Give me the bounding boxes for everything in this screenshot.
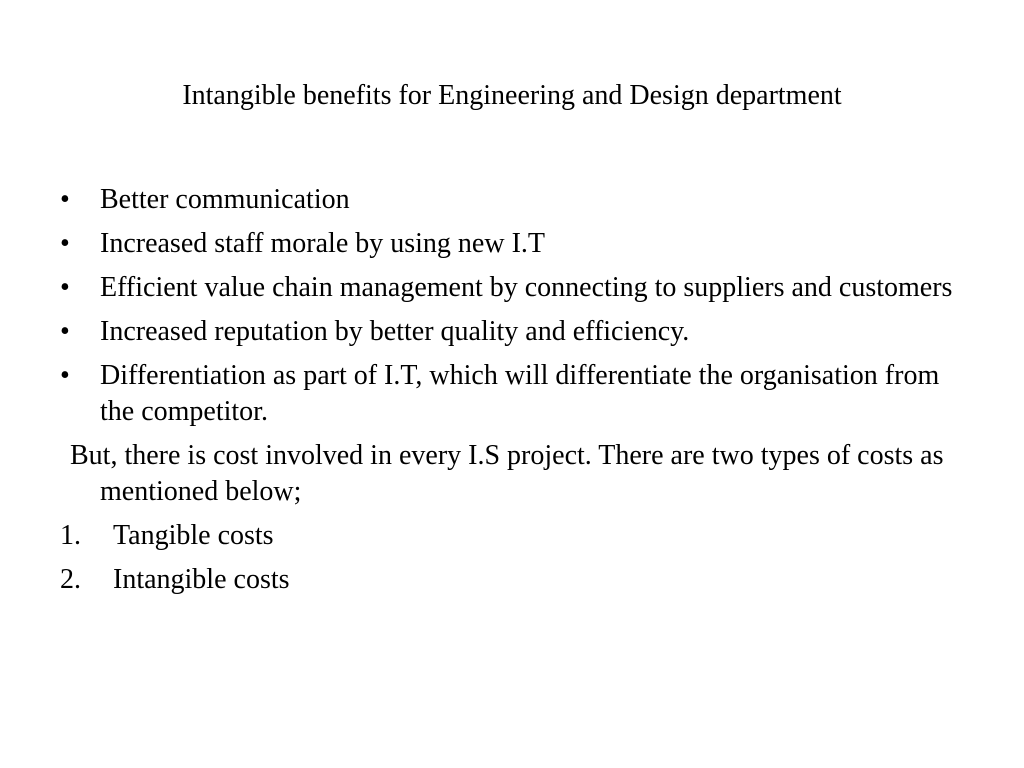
list-number: 1.	[60, 520, 81, 551]
slide-title: Intangible benefits for Engineering and Design department	[182, 80, 842, 111]
benefits-bullet-list	[60, 182, 960, 430]
cost-type-text: Tangible costs	[113, 520, 274, 551]
bullet-item	[60, 226, 960, 262]
bullet-item	[60, 270, 960, 306]
bullet-item	[60, 358, 960, 430]
cost-type-item	[60, 562, 960, 598]
bullet-text: Efficient value chain management by connecting to suppliers and customers	[100, 272, 953, 303]
bullet-icon: •	[60, 360, 70, 391]
cost-type-text: Intangible costs	[113, 564, 290, 595]
cost-types-list	[60, 518, 960, 598]
bullet-item	[60, 314, 960, 350]
bullet-icon: •	[60, 272, 70, 303]
bullet-text: Increased reputation by better quality and efficiency.	[100, 316, 690, 347]
bullet-item	[60, 182, 960, 218]
bullet-text: Differentiation as part of I.T, which will differentiate the organisation from the competitor.	[100, 360, 940, 427]
bullet-text: Increased staff morale by using new I.T	[100, 228, 545, 259]
bullet-icon: •	[60, 184, 70, 215]
cost-type-item	[60, 518, 960, 554]
slide-content	[60, 182, 960, 606]
bullet-icon: •	[60, 228, 70, 259]
bullet-icon: •	[60, 316, 70, 347]
list-number: 2.	[60, 564, 81, 595]
bullet-text: Better communication	[100, 184, 350, 215]
cost-note-paragraph: But, there is cost involved in every I.S project. There are two types of costs as mentioned below;	[70, 440, 944, 507]
